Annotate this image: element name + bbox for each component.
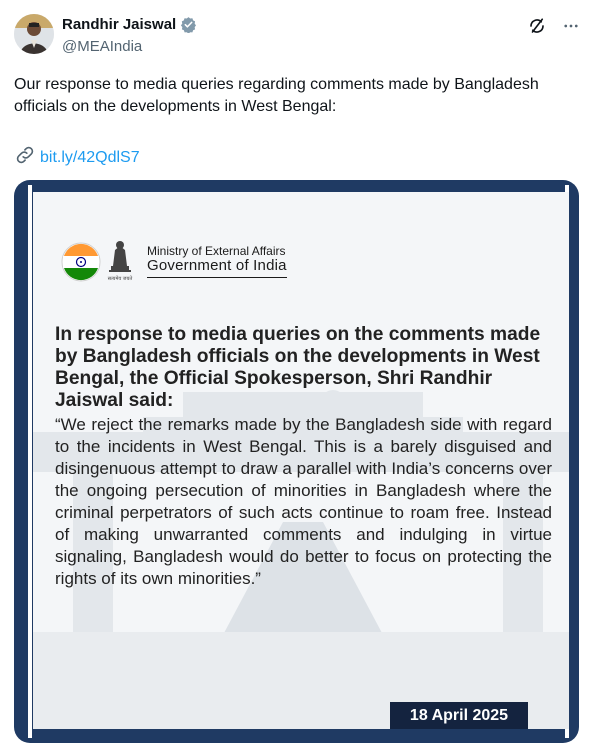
- frame-line-left: [28, 185, 32, 738]
- tweet-link[interactable]: [14, 144, 140, 171]
- author-name-row: [62, 16, 197, 33]
- date-badge: 18 April 2025: [390, 702, 528, 729]
- link-icon: [14, 144, 36, 171]
- author-display-name[interactable]: Randhir Jaiswal: [62, 16, 177, 33]
- mea-logo-icon: [61, 242, 101, 282]
- government-underline: [147, 277, 287, 278]
- statement-quote: “We reject the remarks made by the Bangladesh side with regard to the incidents in West Bengal. This is a barely disguised and disingenuous attempt to draw a parallel with India’s concerns over the ongoing persecution of minorities in Bangladesh where the criminal perpetrators of such acts continue to roam free. Instead of making unwarranted comments and indulging in virtue signaling, Bangladesh would do better to focus on protecting the rights of its own minorities.”: [55, 415, 552, 588]
- avatar-image: [14, 14, 54, 54]
- ministry-label: Ministry of External Affairs: [147, 244, 286, 258]
- link-text[interactable]: bit.ly/42QdlS7: [40, 148, 140, 166]
- tweet-text: Our response to media queries regarding comments made by Bangladesh officials on the developments in West Bengal:: [14, 76, 539, 115]
- author-handle[interactable]: @MEAIndia: [62, 38, 143, 55]
- post-actions: [527, 16, 581, 36]
- media-image[interactable]: [14, 180, 579, 743]
- grok-icon[interactable]: [527, 16, 547, 36]
- press-release-card: [33, 192, 569, 729]
- national-emblem-icon: [105, 236, 135, 284]
- svg-text:सत्यमेव जयते: सत्यमेव जयते: [107, 276, 133, 282]
- government-label: Government of India: [147, 257, 287, 274]
- verified-badge-icon: [180, 16, 197, 33]
- avatar[interactable]: [14, 14, 54, 54]
- statement-heading: In response to media queries on the comments made by Bangladesh officials on the developments in West Bengal, the Official Spokesperson, Shri Randhir Jaiswal said:: [55, 324, 541, 411]
- more-icon[interactable]: [561, 16, 581, 36]
